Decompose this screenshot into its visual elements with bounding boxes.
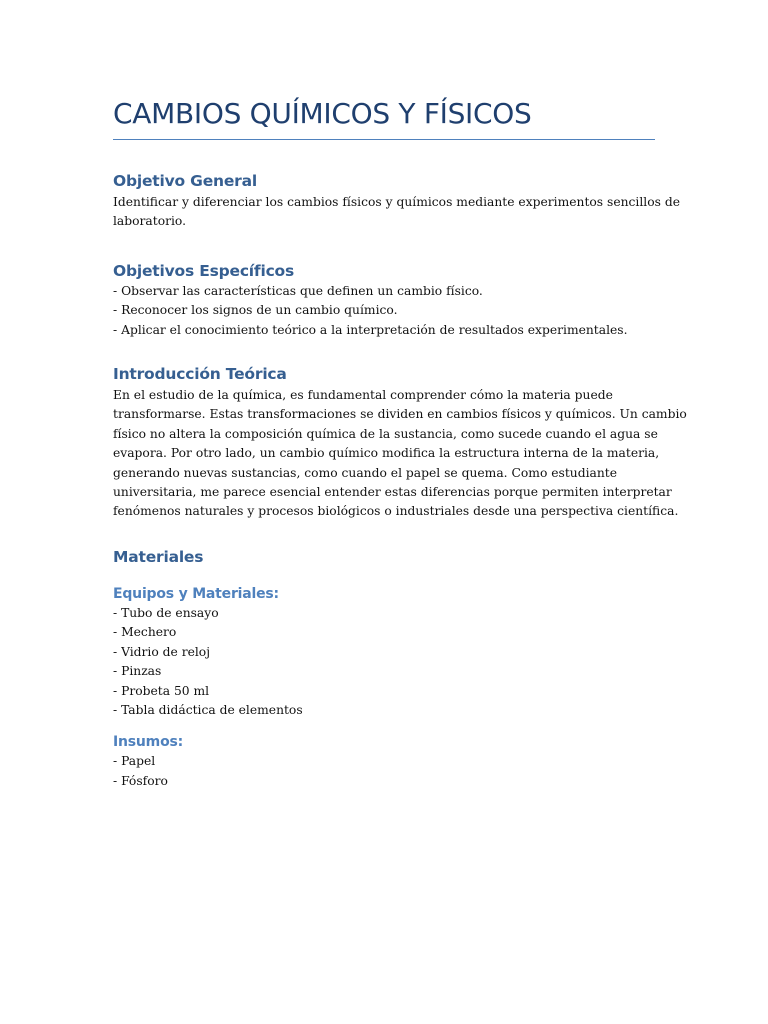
objetivo-general-paragraph <box>113 193 680 232</box>
list-item: - Probeta 50 ml <box>113 683 210 698</box>
paragraph-line: transformarse. Estas transformaciones se dividen en cambios físicos y químicos. Un cambio <box>113 407 687 422</box>
list-item: - Tubo de ensayo <box>113 605 219 620</box>
introduccion-paragraph <box>113 386 687 522</box>
insumos-list <box>113 752 655 791</box>
list-item: - Reconocer los signos de un cambio químico. <box>113 303 398 318</box>
document-title: CAMBIOS QUÍMICOS Y FÍSICOS <box>113 97 532 130</box>
paragraph-line: universitaria, me parece esencial entender estas diferencias porque permiten interpretar <box>113 485 672 500</box>
title-underline <box>113 139 655 140</box>
list-item: - Tabla didáctica de elementos <box>113 702 303 717</box>
paragraph-line: fenómenos naturales y procesos biológicos o industriales desde una perspectiva científica. <box>113 504 679 519</box>
list-item: - Pinzas <box>113 664 162 679</box>
heading-objetivo-general: Objetivo General <box>113 172 257 190</box>
subheading-equipos-materiales: Equipos y Materiales: <box>113 585 279 602</box>
list-item: - Observar las características que definen un cambio físico. <box>113 283 483 298</box>
paragraph-line: laboratorio. <box>113 214 187 229</box>
list-item: - Papel <box>113 754 156 769</box>
heading-objetivos-especificos: Objetivos Específicos <box>113 261 295 280</box>
list-item: - Aplicar el conocimiento teórico a la interpretación de resultados experimentales. <box>113 322 628 337</box>
paragraph-line: generando nuevas sustancias, como cuando el papel se quema. Como estudiante <box>113 465 617 480</box>
paragraph-line: físico no altera la composición química de la sustancia, como sucede cuando el agua se <box>113 426 658 441</box>
document-page <box>113 92 687 791</box>
paragraph-line: En el estudio de la química, es fundamental comprender cómo la materia puede <box>113 388 613 403</box>
objetivos-especificos-list <box>113 282 655 340</box>
paragraph-line: Identificar y diferenciar los cambios físicos y químicos mediante experimentos sencillos de <box>113 195 680 209</box>
paragraph-line: evapora. Por otro lado, un cambio químico modifica la estructura interna de la materia, <box>113 446 660 461</box>
heading-materiales: Materiales <box>113 547 204 566</box>
subheading-insumos: Insumos: <box>113 734 184 751</box>
list-item: - Fósforo <box>113 773 168 788</box>
list-item: - Mechero <box>113 625 177 640</box>
list-item: - Vidrio de reloj <box>113 644 211 659</box>
heading-introduccion-teorica: Introducción Teórica <box>113 365 287 384</box>
equipos-list <box>113 604 655 720</box>
